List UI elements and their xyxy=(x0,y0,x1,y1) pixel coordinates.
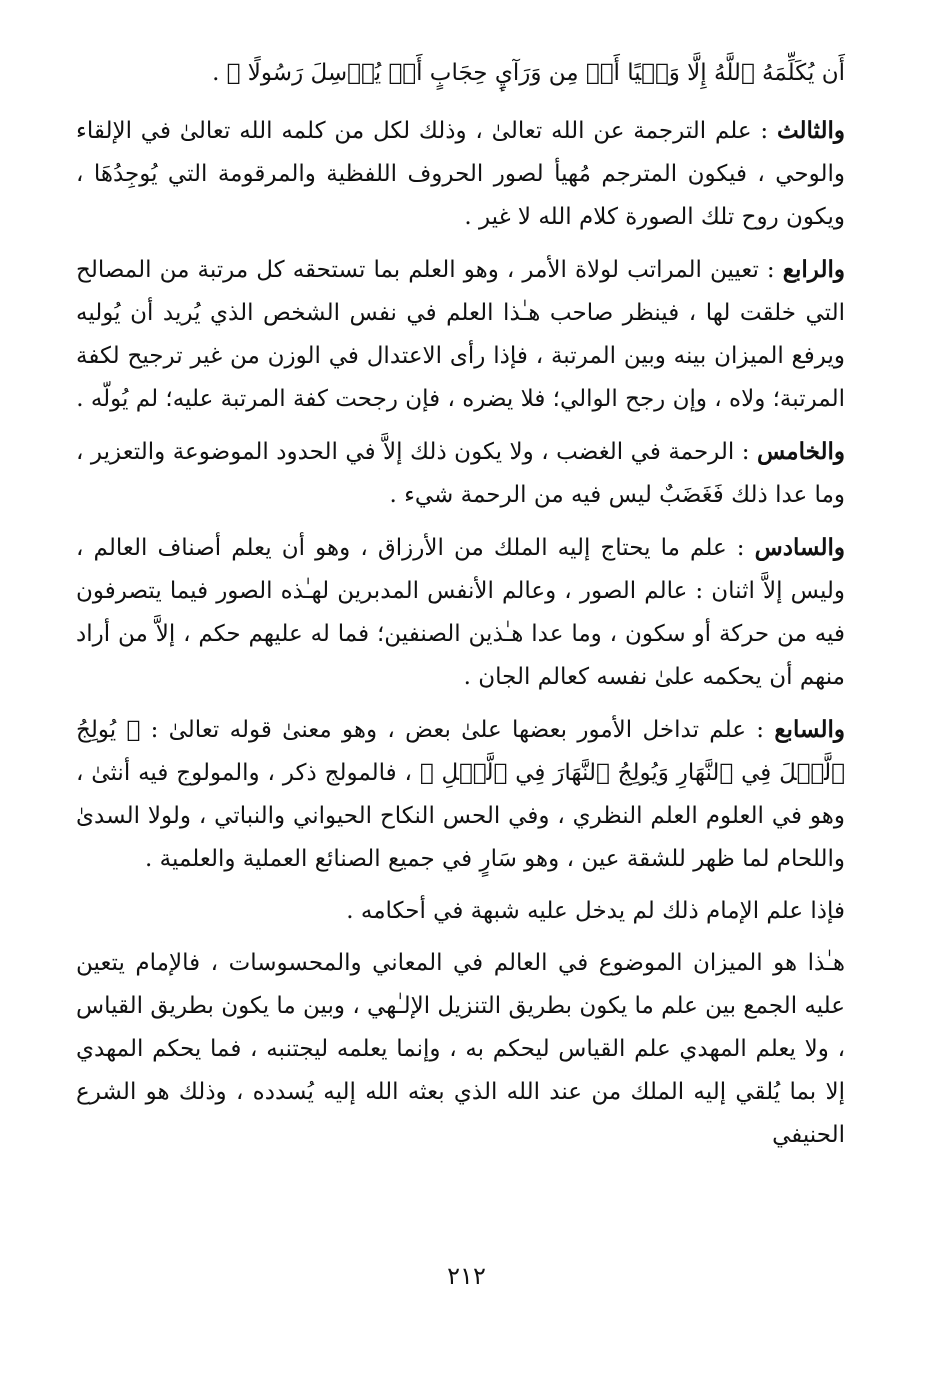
paragraph-text: : علم الترجمة عن الله تعالىٰ ، وذلك لكل من كلمه الله تعالىٰ في الإلقاء والوحي ، فيكون المترجم مُهيأ لصور الحروف اللفظية والمرقومة التي يُوجِدُهَا ، ويكون روح تلك الصورة كلام الله لا غير . xyxy=(76,118,845,230)
opening-quran-quote: أَن يُكَلِّمَهُ ٱللَّهُ إِلَّا وَحۡيًا أَوۡ مِن وَرَآيِٕ حِجَابٍ أَوۡ يُرۡسِلَ رَسُولًا ﴾ . xyxy=(212,60,845,86)
paragraph-text: : علم ما يحتاج إليه الملك من الأرزاق ، وهو أن يعلم أصناف العالم ، وليس إلاَّ اثنان : عالم الصور ، وعالم الأنفس المدبرين لهـٰذه الصور فيما يتصرفون فيه من حركة أو سكون ، وما عدا هـٰذين الصنفين؛ فما له عليهم حكم ، إلاَّ من أراد منهم أن يحكمه علىٰ نفسه كعالم الجان . xyxy=(76,535,845,690)
paragraph-seventh xyxy=(76,708,845,881)
paragraph-fourth xyxy=(76,248,845,421)
paragraph-text: فإذا علم الإمام ذلك لم يدخل عليه شبهة في أحكامه . xyxy=(346,898,845,924)
paragraph-text: : علم تداخل الأمور بعضها علىٰ بعض ، وهو معنىٰ قوله تعالىٰ : ﴿ يُولِجُ ٱلَّيۡلَ فِي ٱلنَّهَارِ وَيُولِجُ ٱلنَّهَارَ فِي ٱلَّيۡلِ ﴾ ، فالمولج ذكر ، والمولوج فيه أنثىٰ ، وهو في العلوم العلم النظري ، وفي الحس النكاح الحيواني والنباتي ، ولولا السدىٰ واللحام لما ظهر للشقة عين ، وهو سَارٍ في جميع الصنائع العملية والعلمية . xyxy=(76,717,845,872)
paragraph-third xyxy=(76,109,845,239)
page-text xyxy=(76,52,845,1157)
paragraph-lead: والخامس xyxy=(756,438,845,465)
paragraph-text: هـٰذا هو الميزان الموضوع في العالم في المعاني والمحسوسات ، فالإمام يتعين عليه الجمع بين علم ما يكون بطريق التنزيل الإلـٰهي ، وبين ما يكون بطريق القياس ، ولا يعلم المهدي علم القياس ليحكم به ، وإنما يعلمه ليجتنبه ، فما يحكم المهدي إلا بما يُلقي إليه الملك من عند الله الذي بعثه الله إليه يُسدده ، وذلك هو الشرع الحنيفي xyxy=(76,950,845,1148)
paragraph-text: : تعيين المراتب لولاة الأمر ، وهو العلم بما تستحقه كل مرتبة من المصالح التي خلقت لها ، فينظر صاحب هـٰذا العلم في نفس الشخص الذي يُريد أن يُوليه ويرفع الميزان بينه وبين المرتبة ، فإذا رأى الاعتدال في الوزن من غير ترجيح لكفة المرتبة؛ ولاه ، وإن رجح الوالي؛ فلا يضره ، فإن رجحت كفة المرتبة عليه؛ لم يُولّه . xyxy=(76,257,845,412)
paragraph-lead: والثالث xyxy=(776,117,845,144)
paragraph-sixth xyxy=(76,526,845,699)
paragraph-lead: والسادس xyxy=(754,534,845,561)
paragraph-mizan xyxy=(76,942,845,1157)
paragraph-text: : الرحمة في الغضب ، ولا يكون ذلك إلاَّ في الحدود الموضوعة والتعزير ، وما عدا ذلك فَغَضَبٌ ليس فيه من الرحمة شيء . xyxy=(76,439,845,508)
paragraph-lead: والرابع xyxy=(782,256,845,283)
page-number: ٢١٢ xyxy=(447,1262,486,1290)
paragraph-lead: والسابع xyxy=(774,716,845,743)
paragraph-imam-knows xyxy=(76,890,845,933)
paragraph-fifth xyxy=(76,430,845,517)
